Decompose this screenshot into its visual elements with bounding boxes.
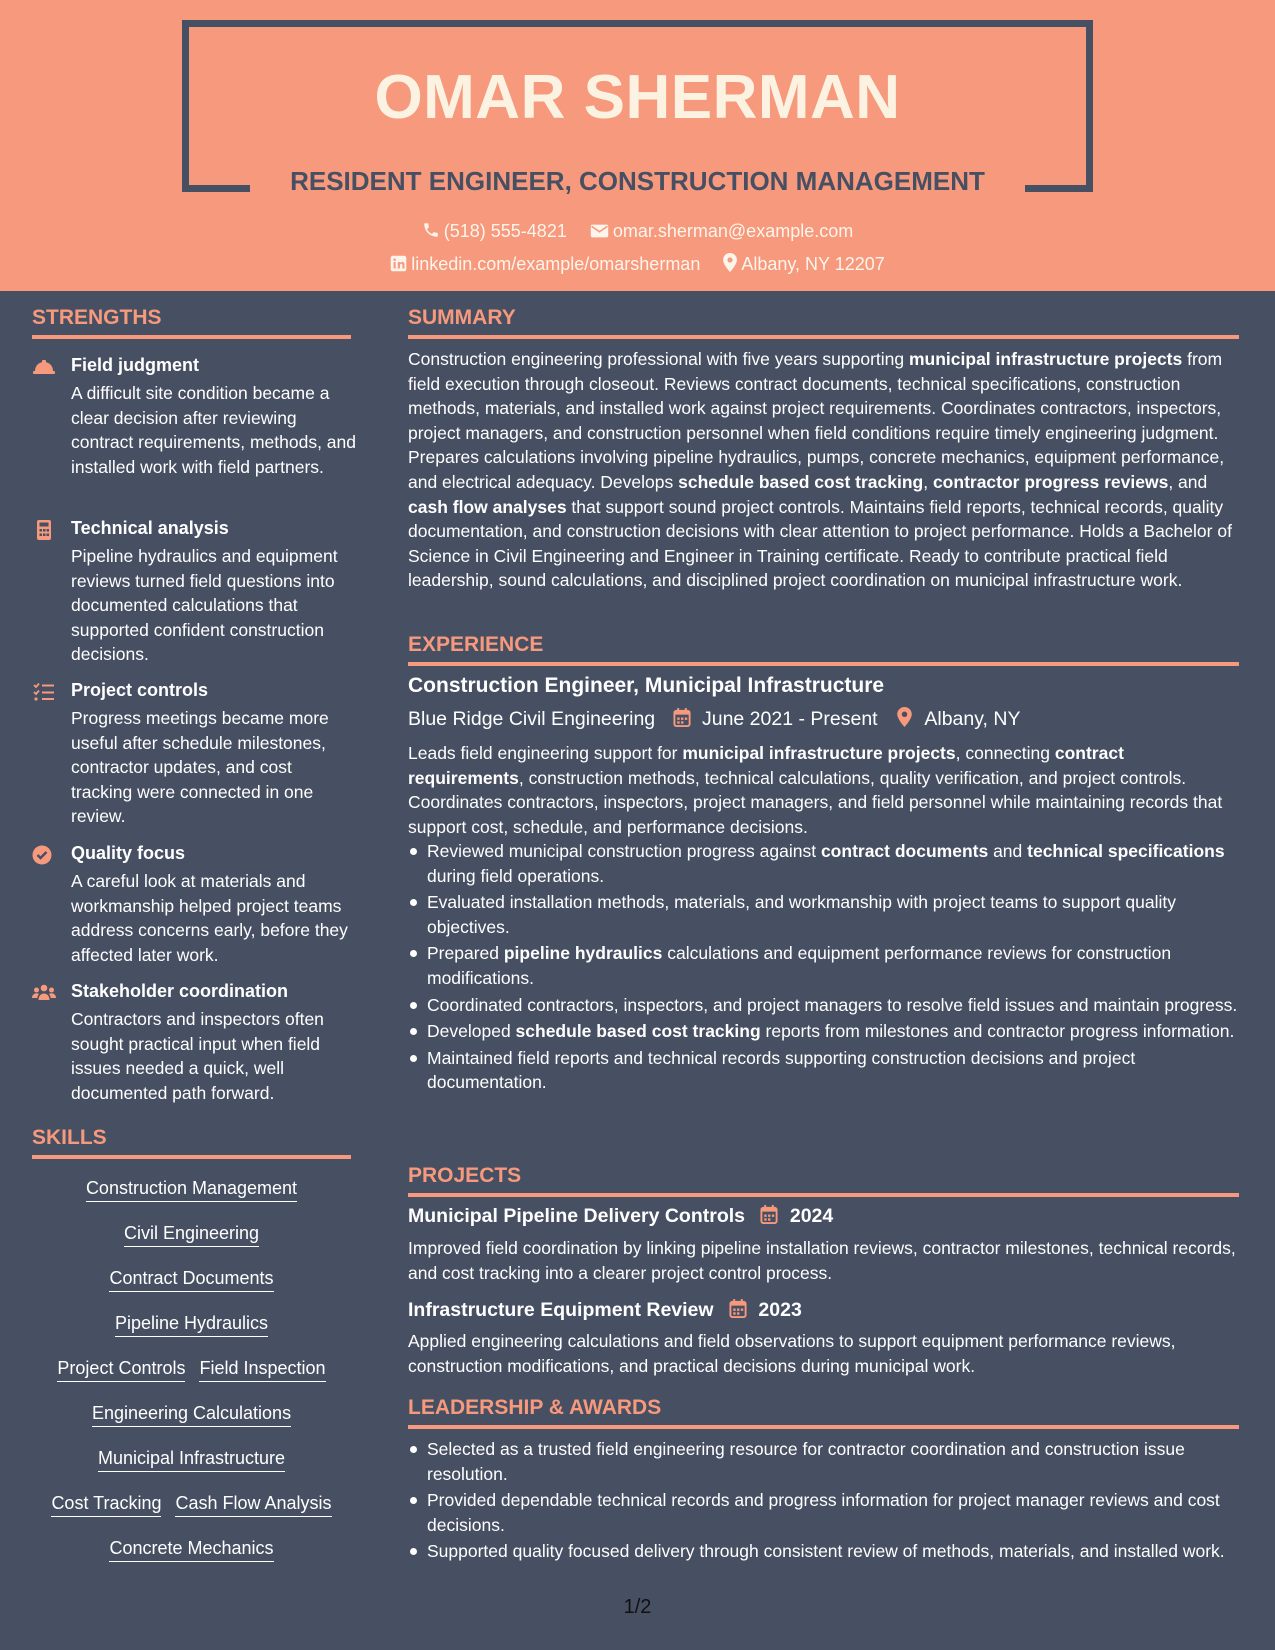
strength-text: A difficult site condition became a clear decision after reviewing contract requirements, methods, and installed work with field partners. (71, 383, 357, 477)
strengths-heading: STRENGTHS (32, 306, 351, 339)
linkedin-icon (390, 255, 407, 272)
skill-tag: Cash Flow Analysis (175, 1493, 331, 1517)
strength-title: Technical analysis (71, 518, 229, 538)
calendar-icon (760, 1205, 778, 1224)
phone-text: (518) 555-4821 (443, 221, 567, 241)
check-circle-icon (32, 845, 56, 865)
list-item: Selected as a trusted field engineering resource for contractor coordination and construction issue resolution. (408, 1437, 1240, 1486)
company-name: Blue Ridge Civil Engineering (408, 708, 656, 730)
envelope-icon (590, 223, 609, 239)
map-pin-icon (897, 707, 912, 727)
summary-text: Construction engineering professional with five years supporting municipal infrastructure projects from field execution through closeout. Reviews contract documents, technical specifications, construction methods, materials, and installed work against project requirements. Coordinates contractors, inspectors, project managers, and construction personnel when field conditions require timely engineering judgment. Prepares calculations involving pipeline hydraulics, pumps, concrete mechanics, equipment performance, and electrical adequacy. Develops schedule based cost tracking, contractor progress reviews, and cash flow analyses that support sound project controls. Maintains field reports, technical records, quality documentation, and construction decisions with clear attention to project performance. Holds a Bachelor of Science in Civil Engineering and Engineer in Training certificate. Ready to contribute practical field leadership, sound calculations, and disciplined project coordination on municipal infrastructure work. (408, 349, 1232, 591)
skill-row (32, 1313, 351, 1337)
strength-text: Contractors and inspectors often sought practical input when field issues needed a quick, well documented path forward. (71, 1009, 324, 1103)
skill-row (32, 1538, 351, 1562)
skill-row (32, 1403, 351, 1427)
skill-tag: Field Inspection (199, 1358, 325, 1382)
job-title: Construction Engineer, Municipal Infrastructure (408, 674, 885, 697)
job-dates: June 2021 - Present (701, 708, 878, 730)
project-name: Infrastructure Equipment Review (408, 1299, 714, 1321)
contact-row (0, 253, 1275, 275)
email-contact[interactable] (590, 221, 853, 242)
job-location: Albany, NY (924, 708, 1021, 730)
skill-row (32, 1493, 351, 1517)
people-group-icon (32, 983, 56, 1003)
job-description: Leads field engineering support for municipal infrastructure projects, connecting contract requirements, construction methods, technical calculations, quality verification, and project controls. Coordinates contractors, inspectors, project managers, and field personnel while maintaining records that support cost, schedule, and performance decisions. (408, 743, 1223, 837)
resume-header (0, 0, 1275, 291)
leadership-heading: LEADERSHIP & AWARDS (408, 1396, 1239, 1429)
candidate-name: OMAR SHERMAN (374, 63, 901, 132)
skill-tag: Concrete Mechanics (109, 1538, 273, 1562)
location-contact (723, 253, 884, 275)
skill-row (32, 1448, 351, 1472)
skills-heading: SKILLS (32, 1126, 351, 1159)
linkedin-text: linkedin.com/example/omarsherman (411, 254, 701, 274)
skill-row (32, 1178, 351, 1202)
skill-row (32, 1358, 351, 1382)
list-item: Prepared pipeline hydraulics calculations and equipment performance reviews for construction modifications. (408, 941, 1240, 990)
project-year: 2023 (758, 1299, 802, 1321)
email-text: omar.sherman@example.com (612, 221, 854, 241)
skill-tag: Construction Management (86, 1178, 297, 1202)
list-item: Supported quality focused delivery through consistent review of methods, materials, and installed work. (408, 1539, 1240, 1564)
list-item: Provided dependable technical records and progress information for project manager reviews and cost decisions. (408, 1488, 1240, 1537)
strength-title: Stakeholder coordination (71, 981, 289, 1001)
experience-heading: EXPERIENCE (408, 633, 1239, 666)
hard-hat-icon (32, 357, 56, 377)
skill-tag: Cost Tracking (51, 1493, 161, 1517)
project-title (408, 1205, 833, 1228)
project-description: Improved field coordination by linking pipeline installation reviews, contractor milestones, technical records, and cost tracking into a clearer project control process. (408, 1238, 1236, 1283)
list-item: Developed schedule based cost tracking reports from milestones and contractor progress information. (408, 1019, 1240, 1044)
strength-text: Progress meetings became more useful after schedule milestones, contractor updates, and cost tracking were connected in one review. (71, 708, 329, 826)
strength-title: Project controls (71, 680, 209, 700)
contact-row (0, 221, 1275, 242)
project-year: 2024 (789, 1205, 834, 1227)
linkedin-contact[interactable] (390, 254, 700, 275)
list-item: Coordinated contractors, inspectors, and project managers to resolve field issues and maintain progress. (408, 993, 1240, 1018)
job-bullets (408, 839, 1240, 1097)
skill-row (32, 1223, 351, 1247)
calculator-icon (32, 520, 56, 540)
page-number: 1/2 (623, 1596, 652, 1618)
list-item: Reviewed municipal construction progress against contract documents and technical specifications during field operations. (408, 839, 1240, 888)
phone-contact[interactable] (422, 221, 567, 242)
strength-title: Field judgment (71, 355, 199, 375)
skill-tag: Municipal Infrastructure (98, 1448, 285, 1472)
leadership-bullets (408, 1437, 1240, 1566)
candidate-role: RESIDENT ENGINEER, CONSTRUCTION MANAGEMENT (290, 166, 985, 196)
skill-row (32, 1268, 351, 1292)
summary-heading: SUMMARY (408, 306, 1239, 339)
projects-heading: PROJECTS (408, 1164, 1239, 1197)
skill-tag: Contract Documents (109, 1268, 273, 1292)
calendar-icon (673, 708, 691, 727)
strength-text: A careful look at materials and workmanship helped project teams address concerns early, before they affected later work. (71, 871, 348, 965)
skill-tag: Pipeline Hydraulics (115, 1313, 268, 1337)
location-text: Albany, NY 12207 (741, 254, 885, 274)
job-meta (408, 707, 1020, 731)
project-title (408, 1299, 802, 1322)
project-name: Municipal Pipeline Delivery Controls (408, 1205, 745, 1227)
skill-tag: Project Controls (57, 1358, 185, 1382)
project-description: Applied engineering calculations and field observations to support equipment performance reviews, construction modifications, and practical decisions during municipal work. (408, 1331, 1176, 1376)
list-item: Evaluated installation methods, materials, and workmanship with project teams to support quality objectives. (408, 890, 1240, 939)
list-item: Maintained field reports and technical records supporting construction decisions and project documentation. (408, 1046, 1240, 1095)
list-check-icon (32, 682, 56, 702)
header-frame (182, 20, 1093, 27)
skill-tag: Civil Engineering (124, 1223, 259, 1247)
skill-tag: Engineering Calculations (92, 1403, 291, 1427)
calendar-icon (729, 1299, 747, 1318)
phone-icon (422, 221, 440, 239)
map-pin-icon (723, 253, 737, 272)
strength-text: Pipeline hydraulics and equipment reviews turned field questions into documented calculations that supported confident construction decisions. (71, 546, 338, 664)
strength-title: Quality focus (71, 843, 186, 863)
